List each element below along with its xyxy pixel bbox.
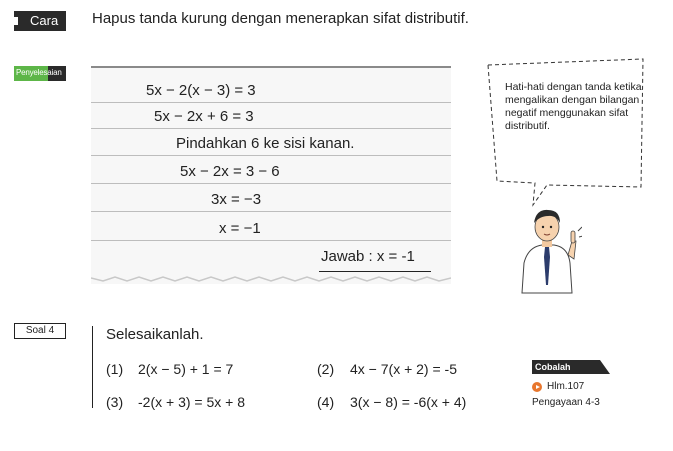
cara-label: Cara: [30, 13, 59, 28]
solution-step-row: [91, 216, 451, 241]
problem-number: (1): [106, 361, 124, 377]
solution-step-row: [91, 131, 451, 156]
solution-step: 5x − 2x + 6 = 3: [154, 108, 254, 125]
problem-equation: 2(x − 5) + 1 = 7: [138, 361, 234, 377]
problem-number: (2): [317, 361, 335, 377]
solution-answer: Jawab : x = -1: [321, 248, 415, 265]
problem-equation: 4x − 7(x + 2) = -5: [350, 361, 457, 377]
problem-number: (4): [317, 394, 335, 410]
student-illustration: [512, 205, 582, 295]
solution-step-row: [91, 159, 451, 184]
solution-answer-row: [91, 244, 451, 268]
exercise-tag: Soal 4: [14, 323, 66, 339]
torn-edge: [91, 274, 451, 284]
solution-notebook: [91, 66, 451, 284]
play-icon: [532, 382, 542, 392]
exercise-divider: [92, 326, 93, 408]
exercise-instruction: Selesaikanlah.: [106, 326, 204, 343]
problem-number: (3): [106, 394, 124, 410]
cobalah-label: Cobalah: [535, 362, 571, 372]
solution-badge: [14, 66, 66, 81]
solution-step: x = −1: [219, 220, 261, 237]
solution-step-row: [91, 187, 451, 212]
solution-badge-label: Penyelesaian: [16, 68, 62, 77]
page-reference[interactable]: Hlm.107: [547, 381, 585, 392]
cara-tag: [14, 11, 66, 31]
solution-step-row: [91, 104, 451, 129]
solution-step: 3x = −3: [211, 191, 262, 208]
pengayaan-reference[interactable]: Pengayaan 4-3: [532, 397, 600, 408]
solution-step-row: [91, 78, 451, 103]
problem-equation: 3(x − 8) = -6(x + 4): [350, 394, 467, 410]
problem-equation: -2(x + 3) = 5x + 8: [138, 394, 245, 410]
solution-step: 5x − 2(x − 3) = 3: [146, 82, 256, 99]
header-title: Hapus tanda kurung dengan menerapkan sifat distributif.: [92, 10, 469, 27]
tip-text: Hati-hati dengan tanda ketika mengalikan dengan bilangan negatif menggunakan sifat distributif.: [505, 81, 642, 132]
answer-underline: [319, 271, 431, 272]
solution-step: Pindahkan 6 ke sisi kanan.: [176, 135, 355, 152]
solution-step: 5x − 2x = 3 − 6: [180, 163, 280, 180]
